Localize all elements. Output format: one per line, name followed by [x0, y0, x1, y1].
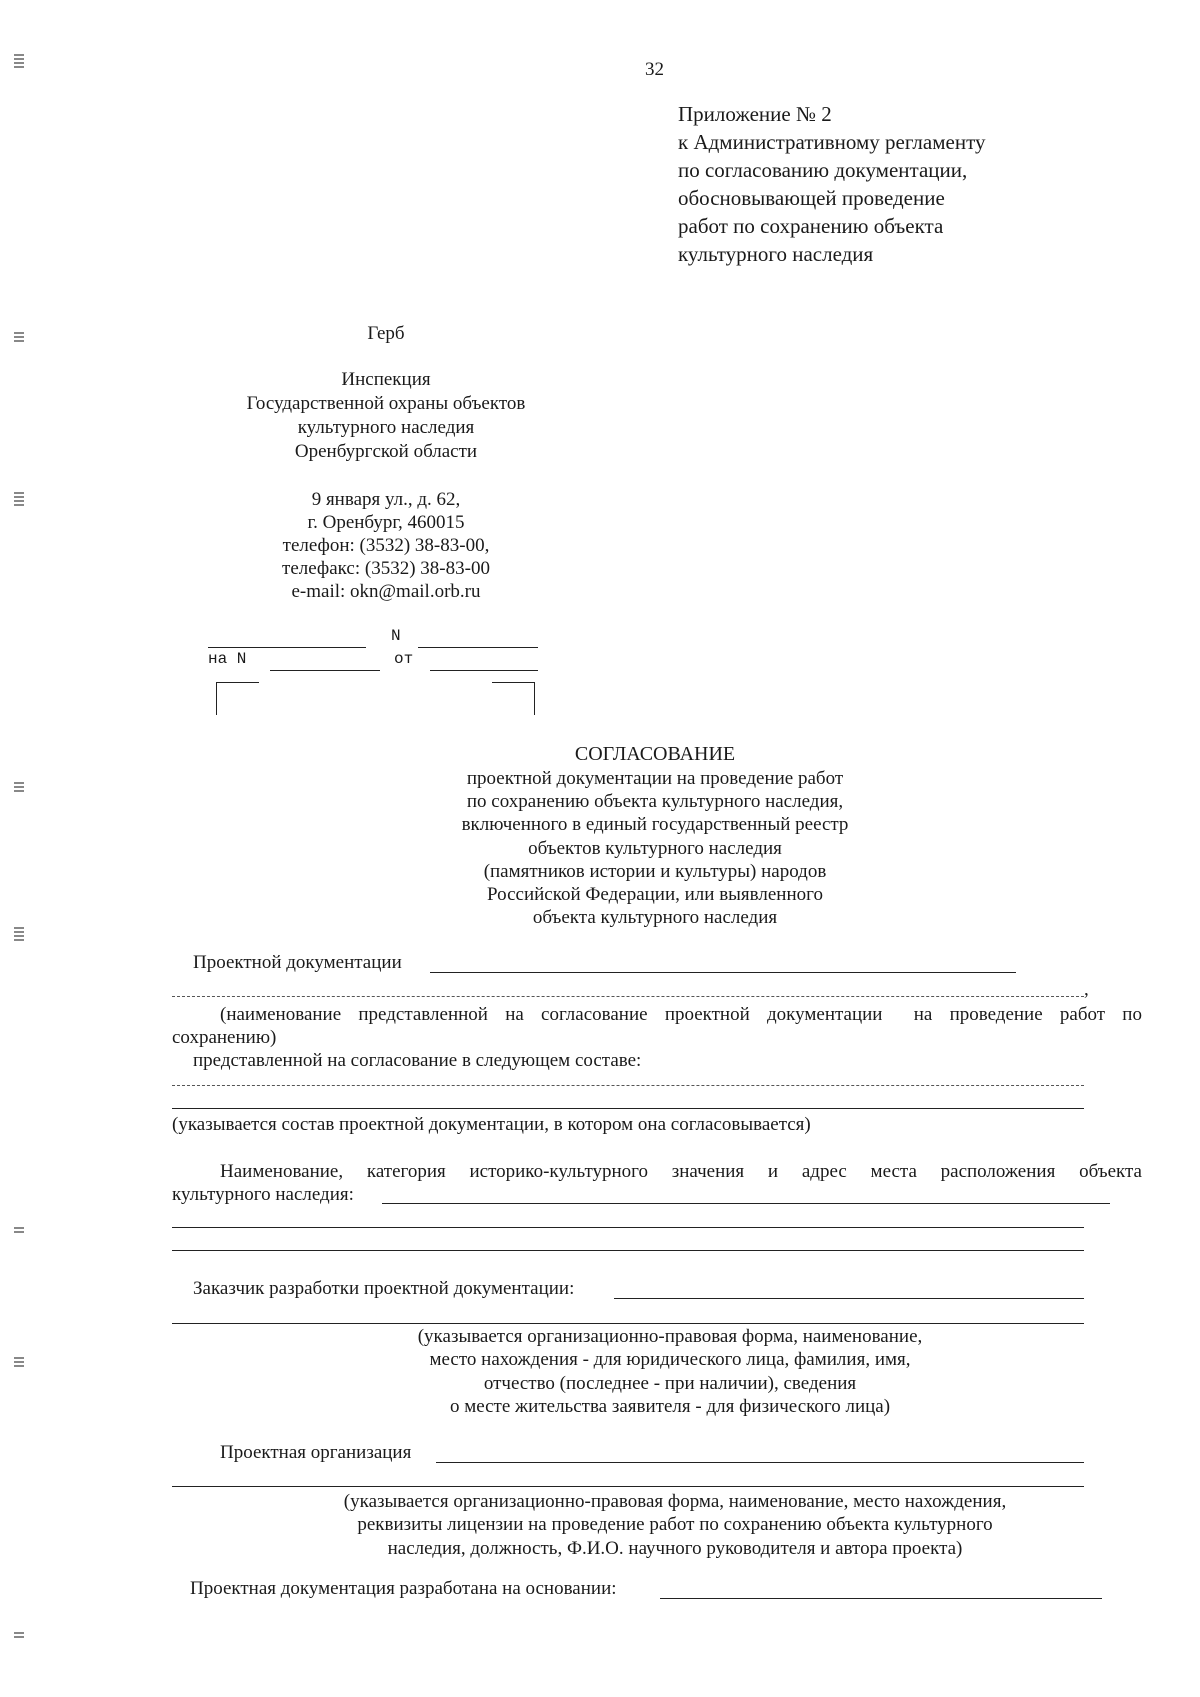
document-title: СОГЛАСОВАНИЕ: [574, 743, 736, 765]
appendix-block: [678, 100, 985, 268]
address-line: e-mail: okn@mail.orb.ru: [291, 581, 481, 602]
object-field-3[interactable]: [172, 1250, 1084, 1251]
object-label-tail: культурного наследия:: [172, 1184, 354, 1205]
scan-artifact: [14, 1630, 24, 1640]
appendix-line: к Административному регламенту: [678, 130, 986, 154]
customer-field-1[interactable]: [614, 1298, 1084, 1299]
appendix-line: обосновывающей проведение: [678, 186, 945, 210]
org-line: Оренбургской области: [294, 441, 478, 462]
hint-line: место нахождения - для юридического лица, фамилия, имя,: [429, 1349, 911, 1371]
hint-word: проведение: [949, 1004, 1043, 1025]
outgoing-number-field[interactable]: [418, 647, 538, 648]
composition-label: представленной на согласование в следующем составе:: [193, 1050, 642, 1071]
label-word: объекта: [1079, 1161, 1142, 1182]
basis-field[interactable]: [660, 1598, 1102, 1599]
hint-word: (наименование: [220, 1004, 342, 1025]
address-block: [186, 488, 586, 603]
scan-artifact: [14, 330, 24, 344]
subtitle-line: включенного в единый государственный реестр: [461, 814, 849, 836]
subtitle-line: проектной документации на проведение работ: [466, 768, 844, 789]
hint-line: наследия, должность, Ф.И.О. научного руководителя и автора проекта): [387, 1537, 963, 1559]
scan-artifact: [14, 52, 24, 70]
reg-number-label: N: [391, 627, 401, 645]
appendix-line: культурного наследия: [678, 242, 874, 266]
hint-line: отчество (последнее - при наличии), сведения: [483, 1372, 857, 1394]
ref-number-field[interactable]: [270, 670, 380, 671]
label-word: расположения: [940, 1161, 1056, 1182]
hint-word: по: [1122, 1004, 1142, 1025]
appendix-line: работ по сохранению объекта: [678, 214, 944, 238]
hint-word: представленной: [358, 1004, 488, 1025]
address-line: 9 января ул., д. 62,: [311, 489, 461, 510]
scan-artifact: [14, 925, 24, 943]
hint-word: на: [913, 1004, 933, 1025]
composition-field-2[interactable]: [172, 1108, 1084, 1109]
project-doc-hint-tail: сохранению): [172, 1027, 277, 1048]
design-org-hint: [220, 1490, 1130, 1560]
subtitle-line: (памятников истории и культуры) народов: [483, 860, 827, 882]
hint-word: работ: [1059, 1004, 1106, 1025]
hint-word: проектной: [664, 1004, 750, 1025]
document-subtitle: [380, 767, 930, 929]
project-doc-label: Проектной документации: [193, 952, 402, 973]
right-corner-bracket: [492, 682, 535, 715]
appendix-line: по согласованию документации,: [678, 158, 968, 182]
label-word: места: [870, 1161, 917, 1182]
emblem-label: Герб: [367, 323, 405, 344]
address-line: телефон: (3532) 38-83-00,: [282, 535, 490, 556]
customer-field-2[interactable]: [172, 1323, 1084, 1324]
composition-hint: (указывается состав проектной документации, в котором она согласовывается): [172, 1114, 811, 1135]
hint-word: документации: [767, 1004, 883, 1025]
outgoing-date-field[interactable]: [208, 647, 366, 648]
subtitle-line: Российской Федерации, или выявленного: [487, 884, 823, 906]
hint-line: (указывается организационно-правовая форма, наименование, место нахождения,: [343, 1491, 1007, 1512]
page-number: 32: [645, 59, 664, 80]
org-line: Государственной охраны объектов: [246, 393, 526, 414]
project-doc-field[interactable]: [430, 972, 1016, 973]
basis-label: Проектная документация разработана на основании:: [190, 1578, 617, 1599]
label-word: и: [767, 1161, 779, 1182]
design-org-label: Проектная организация: [220, 1442, 412, 1463]
design-org-field-2[interactable]: [172, 1486, 1084, 1487]
customer-label: Заказчик разработки проектной документации:: [193, 1278, 575, 1299]
subtitle-line: объекта культурного наследия: [532, 907, 778, 929]
hint-word: согласование: [541, 1004, 648, 1025]
label-word: Наименование,: [220, 1161, 344, 1182]
ref-number-label: на N: [208, 650, 247, 668]
left-corner-bracket: [216, 682, 259, 715]
subtitle-line: объектов культурного наследия: [528, 837, 782, 859]
label-word: категория: [366, 1161, 446, 1182]
object-field-1[interactable]: [382, 1203, 1110, 1204]
ref-date-label: от: [394, 650, 414, 668]
hint-line: реквизиты лицензии на проведение работ по сохранению объекта культурного: [357, 1514, 993, 1536]
address-line: г. Оренбург, 460015: [307, 512, 465, 533]
scan-artifact: [14, 780, 24, 794]
composition-field-1[interactable]: [172, 1085, 1084, 1086]
appendix-line: Приложение № 2: [678, 102, 832, 126]
organization-block: [186, 368, 586, 464]
object-field-2[interactable]: [172, 1227, 1084, 1228]
hint-line: о месте жительства заявителя - для физического лица): [449, 1395, 891, 1417]
design-org-field-1[interactable]: [436, 1462, 1084, 1463]
scan-artifact: [14, 1355, 24, 1369]
customer-hint: [290, 1325, 1050, 1418]
address-line: телефакс: (3532) 38-83-00: [282, 558, 490, 579]
label-word: значения: [671, 1161, 745, 1182]
label-word: адрес: [801, 1161, 847, 1182]
project-doc-hint: [172, 1003, 1142, 1026]
subtitle-line: по сохранению объекта культурного наследия,: [466, 791, 844, 813]
object-label: [172, 1160, 1142, 1183]
ref-date-field[interactable]: [430, 670, 538, 671]
org-line: культурного наследия: [297, 417, 475, 438]
org-line: Инспекция: [341, 369, 431, 390]
scan-artifact: [14, 1225, 24, 1235]
comma-mark: ,: [1084, 979, 1089, 1000]
hint-word: на: [505, 1004, 524, 1025]
label-word: историко-культурного: [469, 1161, 648, 1182]
scan-artifact: [14, 490, 24, 508]
project-doc-field-cont[interactable]: [172, 996, 1084, 997]
hint-line: (указывается организационно-правовая форма, наименование,: [417, 1326, 923, 1347]
